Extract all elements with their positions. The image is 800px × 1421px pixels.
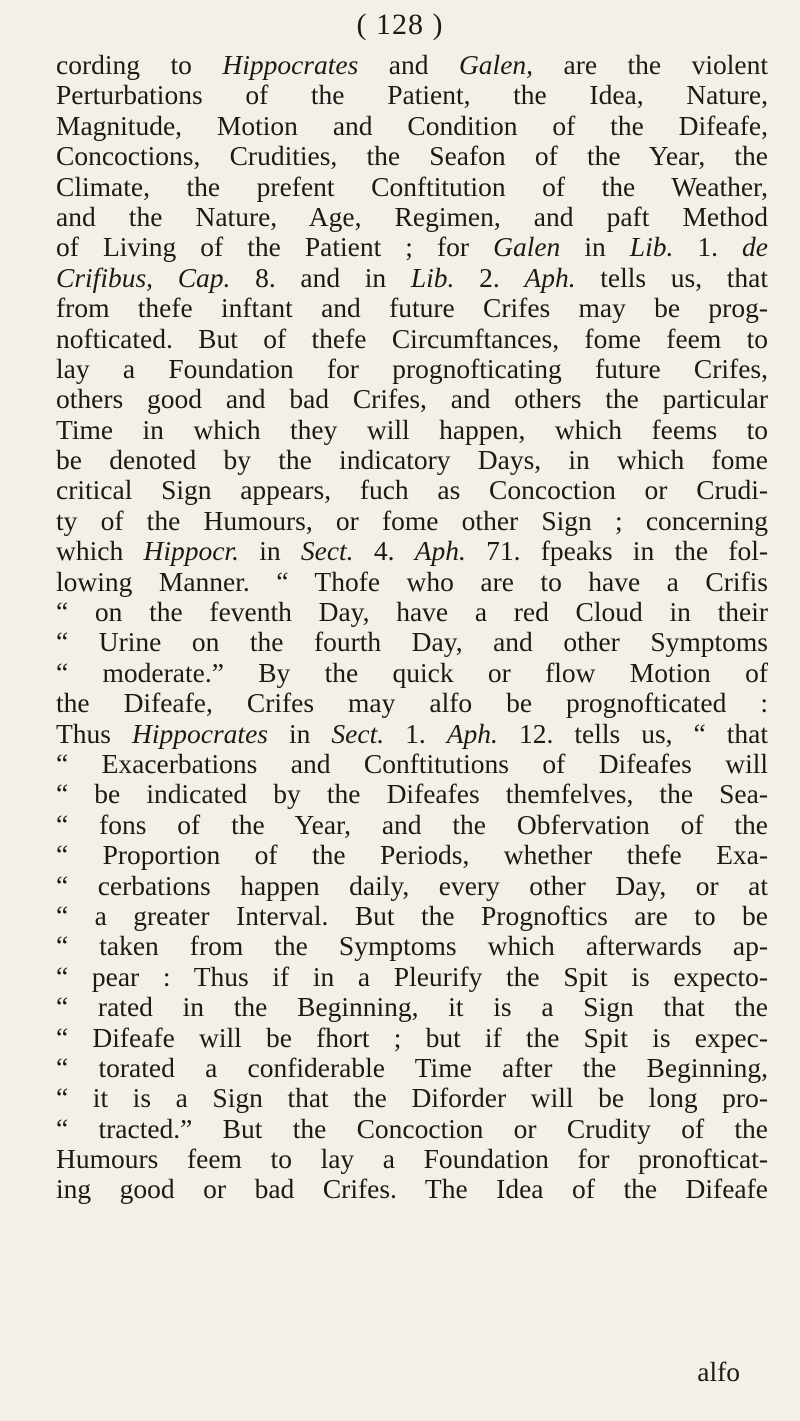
text-run: Humours feem to lay a Foundation for pronofticat-	[56, 1143, 768, 1175]
text-line	[56, 779, 768, 809]
italic-text: Hippocr.	[143, 535, 239, 567]
text-line	[56, 810, 768, 840]
text-line	[56, 840, 768, 870]
text-run: “ pear : Thus if in a Pleurify the Spit is expecto-	[56, 960, 768, 992]
page-number-header: ( 128 )	[356, 8, 444, 41]
text-line	[56, 992, 768, 1022]
text-line	[56, 749, 768, 779]
text-line	[56, 475, 768, 505]
text-run: 1.	[673, 231, 743, 263]
text-run: “ on the feventh Day, have a red Cloud in their	[56, 596, 768, 628]
text-run	[153, 262, 178, 293]
text-line	[56, 202, 768, 232]
text-run: critical Sign appears, fuch as Concoction or Crudi-	[56, 474, 768, 506]
italic-text: de	[742, 231, 769, 263]
text-run: “ Proportion of the Periods, whether thefe Exa-	[56, 839, 768, 871]
text-run: ty of the Humours, or fome other Sign ; concerning	[56, 504, 768, 536]
text-line	[56, 293, 768, 323]
text-run: ing good or bad Crifes. The Idea of the Difeafe	[56, 1173, 768, 1205]
text-line	[56, 871, 768, 901]
italic-text: Lib.	[410, 261, 455, 293]
text-run: be denoted by the indicatory Days, in which fome	[56, 444, 768, 476]
text-line	[56, 567, 768, 597]
text-line	[56, 324, 768, 354]
text-line	[56, 627, 768, 657]
text-line	[56, 962, 768, 992]
text-run: 2.	[454, 261, 525, 293]
text-run: tells us, that	[575, 261, 768, 293]
text-run: are the violent	[533, 49, 768, 80]
text-run: others good and bad Crifes, and others the particular	[56, 383, 768, 415]
italic-text: Lib.	[629, 231, 674, 263]
text-run: of Living of the Patient ; for	[56, 231, 494, 263]
text-line	[56, 597, 768, 627]
text-run: and the Nature, Age, Regimen, and paft Method	[56, 200, 768, 232]
text-run: “ taken from the Symptoms which afterwards ap-	[56, 930, 768, 962]
text-line	[56, 1083, 768, 1113]
text-run: Concoctions, Crudities, the Seafon of the Year, the	[56, 140, 768, 172]
text-line	[56, 1144, 768, 1174]
text-line	[56, 931, 768, 961]
body-text	[56, 50, 768, 1205]
text-run: 12. tells us, “ that	[497, 717, 768, 749]
text-line	[56, 80, 768, 110]
text-line	[56, 506, 768, 536]
text-line	[56, 901, 768, 931]
text-run: 8. and in	[230, 261, 411, 293]
text-line	[56, 445, 768, 475]
text-line	[56, 263, 768, 293]
text-run: the Difeafe, Crifes may alfo be prognofticated :	[56, 687, 768, 719]
text-line	[56, 658, 768, 688]
text-line	[56, 1114, 768, 1144]
text-line	[56, 354, 768, 384]
text-run: 1.	[384, 717, 447, 749]
italic-text: Cap.	[177, 261, 231, 293]
text-line	[56, 536, 768, 566]
text-run: “ Exacerbations and Conftitutions of Difeafes will	[56, 747, 768, 779]
italic-text: Hippocrates	[132, 717, 268, 749]
text-run: from thefe inftant and future Crifes may be prog-	[56, 292, 768, 324]
italic-text: Aph.	[446, 717, 498, 749]
text-run: “ cerbations happen daily, every other Day, or at	[56, 869, 768, 901]
text-line	[56, 141, 768, 171]
text-run: “ moderate.” By the quick or flow Motion of	[56, 656, 768, 688]
text-run: lay a Foundation for prognofticating future Crifes,	[56, 352, 768, 384]
italic-text: Sect.	[300, 535, 354, 567]
text-line	[56, 232, 768, 262]
italic-text: Aph.	[414, 535, 466, 567]
italic-text: Crifibus,	[56, 261, 154, 293]
text-run: cording to	[56, 49, 223, 80]
text-run: Thus	[56, 717, 133, 749]
text-line	[56, 415, 768, 445]
text-run: lowing Manner. “ Thofe who are to have a Crifis	[56, 565, 768, 597]
text-run: in	[560, 231, 630, 263]
text-run: and	[358, 49, 459, 80]
text-line	[56, 50, 768, 80]
italic-text: Aph.	[524, 261, 576, 293]
text-run: “ fons of the Year, and the Obfervation of the	[56, 808, 768, 840]
italic-text: Sect.	[331, 717, 385, 749]
text-run: “ be indicated by the Difeafes themfelves, the Sea-	[56, 778, 768, 810]
text-line	[56, 1053, 768, 1083]
italic-text: Hippocrates	[222, 49, 359, 80]
text-run: Climate, the prefent Conftitution of the Weather,	[56, 170, 768, 202]
text-run: “ rated in the Beginning, it is a Sign that the	[56, 991, 768, 1023]
text-run: Perturbations of the Patient, the Idea, Nature,	[56, 79, 768, 111]
text-line	[56, 111, 768, 141]
catchword: alfo	[697, 1356, 740, 1387]
text-run: “ it is a Sign that the Diforder will be long pro-	[56, 1082, 768, 1114]
text-line	[56, 172, 768, 202]
text-run: which	[56, 535, 144, 567]
text-line	[56, 1023, 768, 1053]
italic-text: Galen	[493, 231, 561, 263]
text-run: “ torated a confiderable Time after the Beginning,	[56, 1051, 768, 1083]
text-run: “ tracted.” But the Concoction or Crudity of the	[56, 1112, 768, 1144]
text-line	[56, 688, 768, 718]
text-run: in	[267, 717, 332, 749]
text-line	[56, 384, 768, 414]
text-run: Time in which they will happen, which feems to	[56, 413, 768, 445]
text-run: “ Difeafe will be fhort ; but if the Spit is expec-	[56, 1021, 768, 1053]
text-line	[56, 1174, 768, 1204]
italic-text: Galen,	[458, 49, 534, 80]
text-run: in	[238, 535, 301, 567]
text-run: “ a greater Interval. But the Prognoftics are to be	[56, 899, 768, 931]
text-run: Magnitude, Motion and Condition of the Difeafe,	[56, 109, 768, 141]
text-run: 71. fpeaks in the fol-	[465, 535, 769, 567]
text-run: “ Urine on the fourth Day, and other Symptoms	[56, 626, 768, 658]
text-run: nofticated. But of thefe Circumftances, fome feem to	[56, 322, 768, 354]
text-line	[56, 719, 768, 749]
text-run: 4.	[353, 535, 415, 567]
